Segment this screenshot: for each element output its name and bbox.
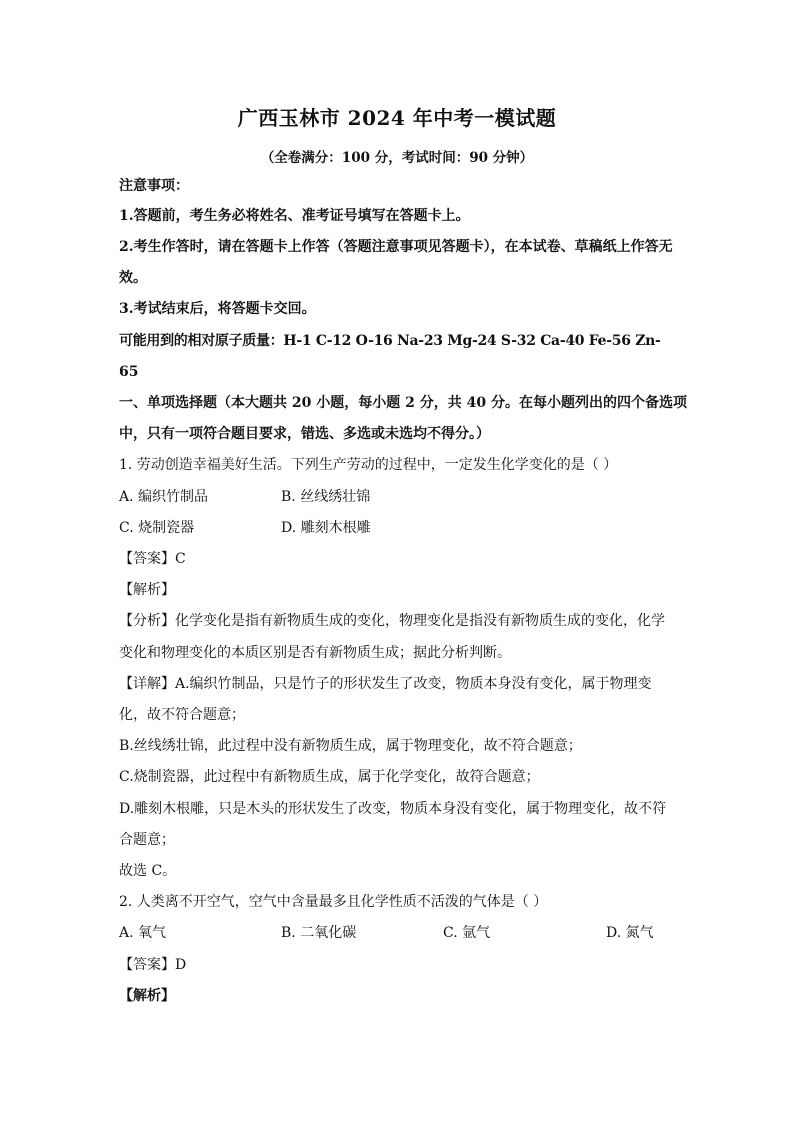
q1-answer: 【答案】C	[119, 551, 186, 567]
q2-option-d: D. 氮气	[606, 925, 654, 941]
q1-analysis-label: 【解析】	[119, 582, 175, 598]
note-item-3: 3.考试结束后，将答题卡交回。	[119, 301, 316, 317]
atomic-masses-line1: 可能用到的相对原子质量：H-1 C-12 O-16 Na-23 Mg-24 S-32 Ca-40 Fe-56 Zn-	[119, 333, 661, 349]
note-item-2-line2: 效。	[119, 270, 147, 286]
q1-detail-d-line1: D.雕刻木根雕，只是木头的形状发生了改变，物质本身没有变化，属于物理变化，故不符	[119, 801, 667, 817]
q1-fenxi-line2: 变化和物理变化的本质区别是否有新物质生成；据此分析判断。	[119, 645, 511, 661]
section1-heading-line2: 中，只有一项符合题目要求，错选、多选或未选均不得分。）	[119, 426, 490, 442]
q2-analysis-label: 【解析】	[119, 988, 175, 1004]
q1-fenxi-line1: 【分析】化学变化是指有新物质生成的变化，物理变化是指没有新物质生成的变化，化学	[119, 613, 665, 629]
q2-option-c: C. 氩气	[443, 925, 491, 941]
q1-detail-c: C.烧制瓷器，此过程中有新物质生成，属于化学变化，故符合题意；	[119, 769, 540, 785]
q2-stem: 2. 人类离不开空气，空气中含量最多且化学性质不活泼的气体是（ ）	[119, 894, 548, 910]
q1-option-d: D. 雕刻木根雕	[281, 520, 371, 536]
note-item-2-line1: 2.考生作答时，请在答题卡上作答（答题注意事项见答题卡），在本试卷、草稿纸上作答无	[119, 239, 673, 255]
notes-heading: 注意事项：	[119, 178, 189, 194]
q1-option-a: A. 编织竹制品	[119, 489, 209, 505]
note-item-1: 1.答题前，考生务必将姓名、准考证号填写在答题卡上。	[119, 208, 470, 224]
section1-heading-line1: 一、单项选择题（本大题共 20 小题，每小题 2 分，共 40 分。在每小题列出的四个备选项	[119, 395, 687, 411]
q1-stem: 1. 劳动创造幸福美好生活。下列生产劳动的过程中，一定发生化学变化的是（ ）	[119, 457, 618, 473]
q2-option-a: A. 氧气	[119, 925, 167, 941]
q1-option-b: B. 丝线绣壮锦	[281, 489, 371, 505]
q1-detail-d-line2: 合题意；	[119, 832, 175, 848]
q1-detail-line2: 化，故不符合题意；	[119, 707, 245, 723]
page-title: 广西玉林市 2024 年中考一模试题	[237, 106, 557, 130]
page-subtitle: （全卷满分：100 分，考试时间：90 分钟）	[260, 150, 534, 166]
atomic-masses-line2: 65	[119, 364, 139, 380]
q1-option-c: C. 烧制瓷器	[119, 520, 195, 536]
q1-detail-b: B.丝线绣壮锦，此过程中没有新物质生成，属于物理变化，故不符合题意；	[119, 738, 582, 754]
q1-conclusion: 故选 C。	[119, 863, 177, 879]
q2-answer: 【答案】D	[119, 957, 187, 973]
q1-detail-line1: 【详解】A.编织竹制品，只是竹子的形状发生了改变，物质本身没有变化，属于物理变	[119, 676, 652, 692]
q2-option-b: B. 二氧化碳	[281, 925, 357, 941]
